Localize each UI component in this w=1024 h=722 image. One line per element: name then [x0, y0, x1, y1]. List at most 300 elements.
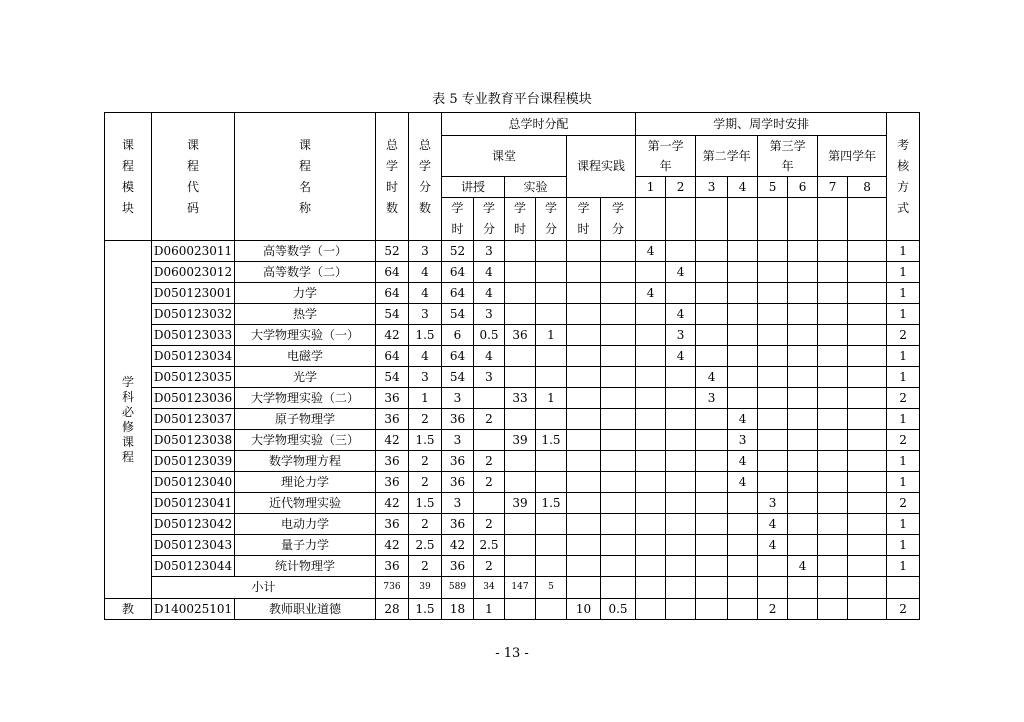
term-5-hours	[758, 283, 788, 304]
term-5-hours	[758, 388, 788, 409]
experiment-hours	[505, 514, 536, 535]
header-total-hours: 总 学 时 数	[376, 113, 409, 241]
experiment-hours	[505, 451, 536, 472]
term-2-hours	[666, 472, 696, 493]
term-3-hours	[696, 535, 728, 556]
term-8-hours	[848, 325, 887, 346]
term-1-hours	[636, 409, 666, 430]
subtotal-exam	[887, 577, 920, 599]
course-name: 数学物理方程	[235, 451, 376, 472]
table-row	[105, 430, 920, 451]
practice-credits	[601, 556, 636, 577]
total-hours: 28	[376, 599, 409, 620]
header-lecture-credits: 学 分	[474, 198, 505, 241]
term-6-hours	[788, 535, 818, 556]
term-6-hours	[788, 599, 818, 620]
exam-type: 1	[887, 556, 920, 577]
header-classroom: 课堂	[442, 136, 567, 177]
total-hours: 64	[376, 346, 409, 367]
header-term-6: 6	[788, 177, 818, 198]
term-8-hours	[848, 451, 887, 472]
term-5-hours	[758, 367, 788, 388]
practice-hours: 10	[567, 599, 601, 620]
term-4-hours	[728, 535, 758, 556]
total-hours: 36	[376, 472, 409, 493]
lecture-hours: 3	[442, 388, 474, 409]
subtotal-experiment-hours: 147	[505, 577, 536, 599]
total-credits: 3	[409, 304, 442, 325]
experiment-credits	[536, 346, 567, 367]
total-credits: 2	[409, 556, 442, 577]
term-5-hours: 3	[758, 493, 788, 514]
term-3-hours	[696, 346, 728, 367]
header-experiment-hours: 学 时	[505, 198, 536, 241]
lecture-credits: 4	[474, 283, 505, 304]
exam-type: 2	[887, 388, 920, 409]
term-1-hours	[636, 367, 666, 388]
header-term-3: 3	[696, 177, 728, 198]
total-hours: 42	[376, 535, 409, 556]
page-number: - 13 -	[495, 646, 529, 661]
header-semester-arrangement: 学期、周学时安排	[636, 113, 887, 136]
total-hours: 42	[376, 325, 409, 346]
experiment-hours	[505, 556, 536, 577]
term-1-hours	[636, 472, 666, 493]
term-7-hours	[818, 472, 848, 493]
total-hours: 54	[376, 304, 409, 325]
subtotal-term-3	[696, 577, 728, 599]
term-6-hours	[788, 367, 818, 388]
experiment-hours	[505, 262, 536, 283]
total-credits: 3	[409, 241, 442, 262]
practice-hours	[567, 388, 601, 409]
practice-hours	[567, 241, 601, 262]
course-name: 高等数学（二）	[235, 262, 376, 283]
lecture-hours: 36	[442, 472, 474, 493]
course-name: 热学	[235, 304, 376, 325]
term-2-hours	[666, 493, 696, 514]
experiment-credits	[536, 304, 567, 325]
practice-credits	[601, 409, 636, 430]
term-8-hours	[848, 599, 887, 620]
term-4-hours	[728, 283, 758, 304]
term-4-hours	[728, 388, 758, 409]
course-name: 原子物理学	[235, 409, 376, 430]
header-exam: 考 核 方 式	[887, 113, 920, 241]
total-hours: 42	[376, 430, 409, 451]
lecture-credits: 3	[474, 241, 505, 262]
total-credits: 4	[409, 346, 442, 367]
term-5-hours: 4	[758, 514, 788, 535]
practice-hours	[567, 409, 601, 430]
practice-credits	[601, 346, 636, 367]
experiment-credits	[536, 472, 567, 493]
term-7-hours	[818, 556, 848, 577]
total-credits: 1.5	[409, 325, 442, 346]
course-code: D050123040	[152, 472, 235, 493]
total-credits: 2	[409, 514, 442, 535]
exam-type: 2	[887, 493, 920, 514]
course-name: 电磁学	[235, 346, 376, 367]
term-1-hours	[636, 599, 666, 620]
group-label-char: 科	[121, 389, 134, 404]
term-5-hours	[758, 472, 788, 493]
table-row	[105, 325, 920, 346]
header-term-8: 8	[848, 177, 887, 198]
header-year1: 第一学 年	[636, 136, 696, 177]
table-row	[105, 304, 920, 325]
total-hours: 36	[376, 451, 409, 472]
term-4-hours: 3	[728, 430, 758, 451]
term-6-hours	[788, 325, 818, 346]
subtotal-row	[105, 577, 920, 599]
term-3-hours	[696, 409, 728, 430]
term-4-hours	[728, 304, 758, 325]
experiment-hours: 39	[505, 430, 536, 451]
term-1-hours: 4	[636, 283, 666, 304]
experiment-hours: 36	[505, 325, 536, 346]
lecture-credits: 4	[474, 346, 505, 367]
term-7-hours	[818, 430, 848, 451]
practice-credits	[601, 367, 636, 388]
total-hours: 54	[376, 367, 409, 388]
header-term-1: 1	[636, 177, 666, 198]
practice-credits	[601, 304, 636, 325]
lecture-hours: 3	[442, 430, 474, 451]
practice-hours	[567, 325, 601, 346]
term-5-hours	[758, 409, 788, 430]
subtotal-term-7	[818, 577, 848, 599]
lecture-credits: 2	[474, 472, 505, 493]
practice-hours	[567, 472, 601, 493]
exam-type: 1	[887, 241, 920, 262]
course-code: D050123042	[152, 514, 235, 535]
lecture-hours: 36	[442, 556, 474, 577]
term-3-hours	[696, 262, 728, 283]
experiment-hours	[505, 535, 536, 556]
total-hours: 36	[376, 388, 409, 409]
term-7-hours	[818, 325, 848, 346]
table-row	[105, 514, 920, 535]
module-group-label	[105, 241, 152, 599]
table-row	[105, 346, 920, 367]
practice-credits: 0.5	[601, 599, 636, 620]
term-4-hours	[728, 346, 758, 367]
lecture-hours: 3	[442, 493, 474, 514]
practice-credits	[601, 430, 636, 451]
practice-credits	[601, 493, 636, 514]
term-7-hours	[818, 388, 848, 409]
course-code: D050123041	[152, 493, 235, 514]
term-8-hours	[848, 346, 887, 367]
course-code: D050123035	[152, 367, 235, 388]
term-1-hours	[636, 493, 666, 514]
table-caption: 表 5 专业教育平台课程模块	[432, 92, 592, 107]
experiment-hours	[505, 304, 536, 325]
total-hours: 36	[376, 409, 409, 430]
term-2-hours: 4	[666, 304, 696, 325]
lecture-hours: 6	[442, 325, 474, 346]
total-credits: 1.5	[409, 430, 442, 451]
table-row	[105, 472, 920, 493]
term-5-hours	[758, 430, 788, 451]
lecture-credits: 1	[474, 599, 505, 620]
course-code: D050123036	[152, 388, 235, 409]
term-6-hours	[788, 514, 818, 535]
exam-type: 1	[887, 283, 920, 304]
lecture-credits: 3	[474, 304, 505, 325]
header-term-blank	[696, 198, 728, 241]
term-5-hours	[758, 325, 788, 346]
course-code: D050123001	[152, 283, 235, 304]
term-6-hours	[788, 430, 818, 451]
exam-type: 2	[887, 430, 920, 451]
term-1-hours	[636, 262, 666, 283]
subtotal-experiment-credits: 5	[536, 577, 567, 599]
term-4-hours: 4	[728, 409, 758, 430]
table-row	[105, 262, 920, 283]
practice-credits	[601, 451, 636, 472]
term-6-hours	[788, 346, 818, 367]
experiment-credits	[536, 514, 567, 535]
total-credits: 1.5	[409, 599, 442, 620]
practice-hours	[567, 430, 601, 451]
term-1-hours	[636, 451, 666, 472]
term-8-hours	[848, 304, 887, 325]
term-2-hours	[666, 388, 696, 409]
header-lecture-hours: 学 时	[442, 198, 474, 241]
term-7-hours	[818, 599, 848, 620]
term-5-hours	[758, 346, 788, 367]
table-row	[105, 451, 920, 472]
practice-hours	[567, 346, 601, 367]
practice-credits	[601, 514, 636, 535]
total-credits: 2	[409, 451, 442, 472]
term-7-hours	[818, 493, 848, 514]
experiment-credits	[536, 283, 567, 304]
header-term-blank	[636, 198, 666, 241]
experiment-credits: 1.5	[536, 430, 567, 451]
term-7-hours	[818, 514, 848, 535]
total-credits: 2.5	[409, 535, 442, 556]
lecture-hours: 64	[442, 283, 474, 304]
term-6-hours	[788, 241, 818, 262]
header-code: 课 程 代 码	[152, 113, 235, 241]
term-5-hours: 4	[758, 535, 788, 556]
header-term-blank	[818, 198, 848, 241]
subtotal-term-2	[666, 577, 696, 599]
table-row	[105, 388, 920, 409]
experiment-credits	[536, 535, 567, 556]
term-5-hours	[758, 262, 788, 283]
lecture-credits: 2	[474, 556, 505, 577]
course-name: 大学物理实验（三）	[235, 430, 376, 451]
course-name: 光学	[235, 367, 376, 388]
term-7-hours	[818, 409, 848, 430]
exam-type: 1	[887, 409, 920, 430]
term-5-hours: 2	[758, 599, 788, 620]
term-1-hours	[636, 430, 666, 451]
header-hours-distribution: 总学时分配	[442, 113, 636, 136]
total-credits: 3	[409, 367, 442, 388]
header-term-blank	[758, 198, 788, 241]
lecture-credits: 3	[474, 367, 505, 388]
practice-hours	[567, 367, 601, 388]
term-3-hours	[696, 325, 728, 346]
exam-type: 1	[887, 472, 920, 493]
header-module: 课 程 模 块	[105, 113, 152, 241]
term-4-hours	[728, 367, 758, 388]
subtotal-term-6	[788, 577, 818, 599]
term-7-hours	[818, 367, 848, 388]
header-term-7: 7	[818, 177, 848, 198]
header-year3: 第三学 年	[758, 136, 818, 177]
subtotal-term-1	[636, 577, 666, 599]
practice-credits	[601, 325, 636, 346]
course-name: 统计物理学	[235, 556, 376, 577]
term-2-hours	[666, 599, 696, 620]
term-8-hours	[848, 472, 887, 493]
term-6-hours: 4	[788, 556, 818, 577]
header-year2: 第二学年	[696, 136, 758, 177]
subtotal-term-4	[728, 577, 758, 599]
total-credits: 1	[409, 388, 442, 409]
term-3-hours	[696, 430, 728, 451]
total-credits: 2	[409, 472, 442, 493]
module-group-label: 教	[105, 599, 152, 620]
curriculum-table	[104, 112, 920, 620]
subtotal-lecture-hours: 589	[442, 577, 474, 599]
course-name: 大学物理实验（一）	[235, 325, 376, 346]
term-6-hours	[788, 472, 818, 493]
lecture-hours: 52	[442, 241, 474, 262]
lecture-credits: 2.5	[474, 535, 505, 556]
header-practice: 课程实践	[567, 136, 636, 198]
table-row	[105, 493, 920, 514]
total-credits: 4	[409, 262, 442, 283]
lecture-hours: 36	[442, 409, 474, 430]
term-1-hours	[636, 535, 666, 556]
table-row	[105, 367, 920, 388]
lecture-hours: 36	[442, 514, 474, 535]
course-name: 近代物理实验	[235, 493, 376, 514]
total-credits: 4	[409, 283, 442, 304]
subtotal-term-5	[758, 577, 788, 599]
total-hours: 64	[376, 283, 409, 304]
group-label-char: 修	[121, 419, 134, 434]
total-credits: 2	[409, 409, 442, 430]
term-8-hours	[848, 388, 887, 409]
practice-credits	[601, 388, 636, 409]
term-3-hours	[696, 283, 728, 304]
subtotal-credits: 39	[409, 577, 442, 599]
term-2-hours: 4	[666, 346, 696, 367]
term-8-hours	[848, 493, 887, 514]
lecture-hours: 42	[442, 535, 474, 556]
experiment-credits: 1	[536, 325, 567, 346]
experiment-hours	[505, 283, 536, 304]
term-2-hours	[666, 430, 696, 451]
practice-credits	[601, 472, 636, 493]
subtotal-practice-credits	[601, 577, 636, 599]
course-code: D050123043	[152, 535, 235, 556]
header-name: 课 程 名 称	[235, 113, 376, 241]
course-name: 教师职业道德	[235, 599, 376, 620]
term-2-hours	[666, 451, 696, 472]
term-6-hours	[788, 304, 818, 325]
course-code: D050123032	[152, 304, 235, 325]
experiment-hours: 33	[505, 388, 536, 409]
subtotal-term-8	[848, 577, 887, 599]
table-row	[105, 599, 920, 620]
term-8-hours	[848, 241, 887, 262]
header-term-2: 2	[666, 177, 696, 198]
term-3-hours	[696, 451, 728, 472]
term-8-hours	[848, 556, 887, 577]
term-3-hours	[696, 493, 728, 514]
table-row	[105, 556, 920, 577]
term-4-hours	[728, 599, 758, 620]
experiment-hours	[505, 241, 536, 262]
header-term-blank	[848, 198, 887, 241]
term-7-hours	[818, 241, 848, 262]
lecture-hours: 54	[442, 304, 474, 325]
practice-credits	[601, 535, 636, 556]
group-label-char: 必	[121, 404, 134, 419]
term-2-hours	[666, 409, 696, 430]
term-8-hours	[848, 514, 887, 535]
subtotal-practice-hours	[567, 577, 601, 599]
lecture-credits	[474, 493, 505, 514]
term-4-hours	[728, 325, 758, 346]
term-7-hours	[818, 304, 848, 325]
term-5-hours	[758, 241, 788, 262]
experiment-hours	[505, 599, 536, 620]
practice-hours	[567, 535, 601, 556]
experiment-credits	[536, 262, 567, 283]
term-8-hours	[848, 262, 887, 283]
course-code: D050123034	[152, 346, 235, 367]
total-credits: 1.5	[409, 493, 442, 514]
term-2-hours	[666, 367, 696, 388]
experiment-credits	[536, 367, 567, 388]
group-label-char: 学	[121, 374, 134, 389]
exam-type: 2	[887, 325, 920, 346]
term-5-hours	[758, 304, 788, 325]
course-code: D050123044	[152, 556, 235, 577]
term-4-hours	[728, 241, 758, 262]
experiment-credits	[536, 556, 567, 577]
practice-hours	[567, 556, 601, 577]
subtotal-lecture-credits: 34	[474, 577, 505, 599]
term-4-hours: 4	[728, 472, 758, 493]
exam-type: 1	[887, 262, 920, 283]
lecture-credits: 0.5	[474, 325, 505, 346]
term-8-hours	[848, 409, 887, 430]
experiment-credits: 1.5	[536, 493, 567, 514]
term-8-hours	[848, 367, 887, 388]
experiment-hours	[505, 346, 536, 367]
header-term-blank	[788, 198, 818, 241]
term-3-hours	[696, 304, 728, 325]
header-practice-credits: 学 分	[601, 198, 636, 241]
term-8-hours	[848, 535, 887, 556]
header-experiment: 实验	[505, 177, 567, 198]
lecture-hours: 36	[442, 451, 474, 472]
term-2-hours	[666, 241, 696, 262]
course-name: 电动力学	[235, 514, 376, 535]
term-2-hours: 3	[666, 325, 696, 346]
